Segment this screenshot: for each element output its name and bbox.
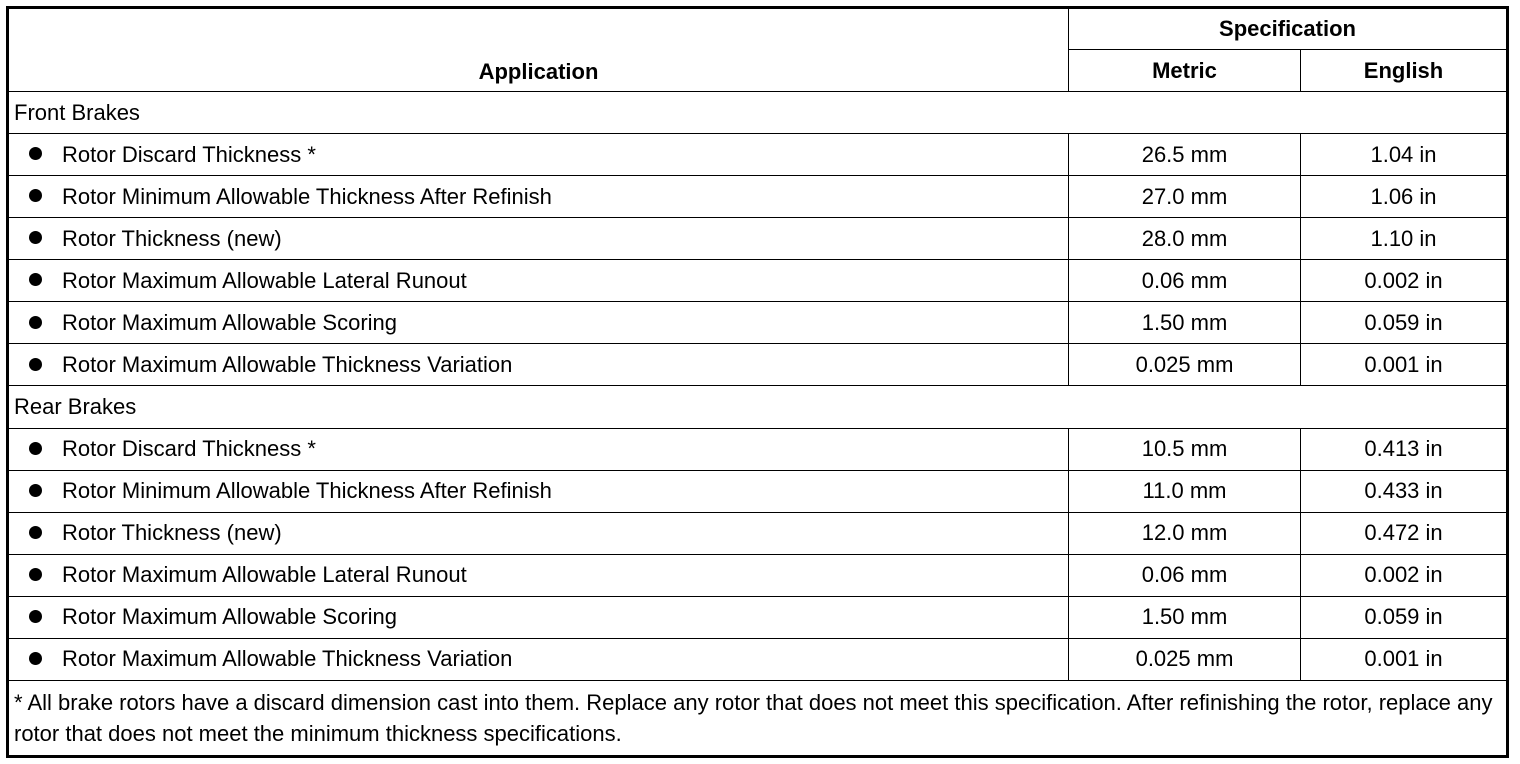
bullet-icon xyxy=(29,484,42,497)
group-row xyxy=(8,386,1508,428)
application-cell xyxy=(8,344,1069,386)
metric-value: 0.06 mm xyxy=(1069,260,1301,302)
group-title: Front Brakes xyxy=(8,92,1508,134)
application-cell xyxy=(8,512,1069,554)
table-row xyxy=(8,176,1508,218)
application-label: Rotor Discard Thickness * xyxy=(62,436,316,462)
table-row xyxy=(8,344,1508,386)
application-cell xyxy=(8,134,1069,176)
application-label: Rotor Minimum Allowable Thickness After Refinish xyxy=(62,478,552,504)
english-value: 0.001 in xyxy=(1301,344,1508,386)
application-label: Rotor Maximum Allowable Thickness Variation xyxy=(62,351,513,377)
metric-value: 11.0 mm xyxy=(1069,470,1301,512)
table-row xyxy=(8,428,1508,470)
specification-table xyxy=(6,6,1509,758)
english-value: 0.059 in xyxy=(1301,596,1508,638)
application-cell xyxy=(8,470,1069,512)
bullet-icon xyxy=(29,442,42,455)
group-row xyxy=(8,92,1508,134)
application-label: Rotor Thickness (new) xyxy=(62,520,282,546)
bullet-icon xyxy=(29,358,42,371)
table-row xyxy=(8,638,1508,680)
bullet-icon xyxy=(29,147,42,160)
application-cell xyxy=(8,260,1069,302)
metric-value: 12.0 mm xyxy=(1069,512,1301,554)
application-cell xyxy=(8,638,1069,680)
group-title: Rear Brakes xyxy=(8,386,1508,428)
table-row xyxy=(8,260,1508,302)
english-value: 1.04 in xyxy=(1301,134,1508,176)
english-value: 0.001 in xyxy=(1301,638,1508,680)
table-row xyxy=(8,512,1508,554)
metric-value: 0.06 mm xyxy=(1069,554,1301,596)
application-label: Rotor Discard Thickness * xyxy=(62,141,316,167)
application-label: Rotor Maximum Allowable Lateral Runout xyxy=(62,562,467,588)
application-label: Rotor Maximum Allowable Thickness Variation xyxy=(62,646,513,672)
english-value: 0.433 in xyxy=(1301,470,1508,512)
application-cell xyxy=(8,596,1069,638)
table-body xyxy=(8,92,1508,681)
english-value: 0.002 in xyxy=(1301,554,1508,596)
metric-value: 0.025 mm xyxy=(1069,638,1301,680)
metric-value: 26.5 mm xyxy=(1069,134,1301,176)
bullet-icon xyxy=(29,273,42,286)
application-label: Rotor Maximum Allowable Lateral Runout xyxy=(62,267,467,293)
table-row xyxy=(8,218,1508,260)
table-row xyxy=(8,470,1508,512)
english-value: 1.06 in xyxy=(1301,176,1508,218)
table-row xyxy=(8,302,1508,344)
bullet-icon xyxy=(29,610,42,623)
application-header: Application xyxy=(8,8,1069,92)
english-value: 0.472 in xyxy=(1301,512,1508,554)
english-value: 0.413 in xyxy=(1301,428,1508,470)
application-cell xyxy=(8,428,1069,470)
application-cell xyxy=(8,176,1069,218)
application-label: Rotor Maximum Allowable Scoring xyxy=(62,309,398,335)
application-cell xyxy=(8,218,1069,260)
bullet-icon xyxy=(29,189,42,202)
bullet-icon xyxy=(29,316,42,329)
bullet-icon xyxy=(29,231,42,244)
table-row xyxy=(8,554,1508,596)
metric-value: 1.50 mm xyxy=(1069,302,1301,344)
table-row xyxy=(8,596,1508,638)
bullet-icon xyxy=(29,526,42,539)
application-cell xyxy=(8,302,1069,344)
specification-header: Specification xyxy=(1069,8,1508,50)
english-value: 0.002 in xyxy=(1301,260,1508,302)
footnote: * All brake rotors have a discard dimension cast into them. Replace any rotor that does not meet this specification. After refinishing the rotor, replace any rotor that does not meet the minimum thickness specifications. xyxy=(8,681,1508,757)
application-label: Rotor Thickness (new) xyxy=(62,225,282,251)
metric-value: 0.025 mm xyxy=(1069,344,1301,386)
metric-value: 10.5 mm xyxy=(1069,428,1301,470)
application-cell xyxy=(8,554,1069,596)
english-value: 0.059 in xyxy=(1301,302,1508,344)
application-label: Rotor Maximum Allowable Scoring xyxy=(62,604,398,630)
metric-value: 28.0 mm xyxy=(1069,218,1301,260)
metric-value: 1.50 mm xyxy=(1069,596,1301,638)
bullet-icon xyxy=(29,568,42,581)
metric-value: 27.0 mm xyxy=(1069,176,1301,218)
english-header: English xyxy=(1301,50,1508,92)
bullet-icon xyxy=(29,652,42,665)
metric-header: Metric xyxy=(1069,50,1301,92)
english-value: 1.10 in xyxy=(1301,218,1508,260)
application-label: Rotor Minimum Allowable Thickness After Refinish xyxy=(62,183,552,209)
table-row xyxy=(8,134,1508,176)
